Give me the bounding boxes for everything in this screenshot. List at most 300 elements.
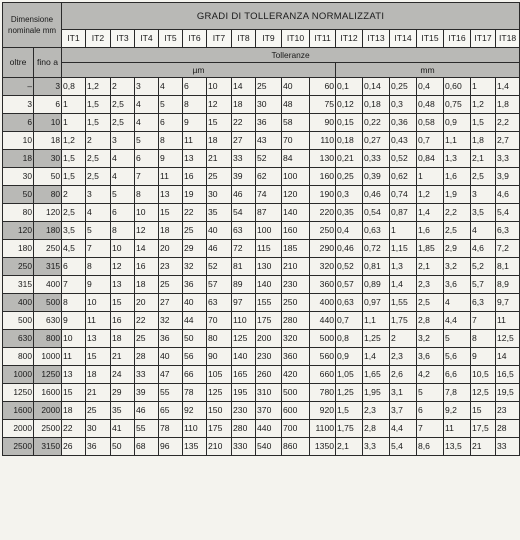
tolerance-value-it15: 2,8: [417, 312, 444, 330]
tolerance-value-it6: 66: [183, 366, 207, 384]
grade-header-it8: IT8: [232, 30, 256, 48]
table-row: [3, 438, 520, 456]
tolerance-value-it16: 13,5: [444, 438, 471, 456]
tolerance-value-it4: 3: [135, 78, 159, 96]
tolerance-value-it2: 21: [86, 384, 111, 402]
tolerance-value-it12: 1,75: [336, 420, 363, 438]
tolerance-value-it14: 0,52: [390, 150, 417, 168]
size-upto-cell: 3150: [34, 438, 62, 456]
tolerance-value-it3: 4: [111, 150, 135, 168]
tolerance-value-it1: 18: [62, 402, 86, 420]
grade-header-it17: IT17: [471, 30, 496, 48]
tolerance-value-it5: 11: [159, 168, 183, 186]
grade-header-it7: IT7: [207, 30, 232, 48]
tolerance-value-it5: 55: [159, 384, 183, 402]
tolerance-value-it9: 140: [256, 276, 282, 294]
tolerance-value-it7: 125: [207, 384, 232, 402]
tolerance-value-it16: 0,75: [444, 96, 471, 114]
tolerance-value-it4: 8: [135, 186, 159, 204]
tolerance-value-it12: 0,8: [336, 330, 363, 348]
tolerance-value-it5: 18: [159, 222, 183, 240]
tolerance-value-it13: 0,89: [363, 276, 390, 294]
tolerance-value-it17: 1,2: [471, 96, 496, 114]
tolerance-value-it6: 22: [183, 204, 207, 222]
tolerance-value-it16: 2,9: [444, 240, 471, 258]
table-row: [3, 276, 520, 294]
tolerance-value-it5: 32: [159, 312, 183, 330]
tolerance-value-it5: 27: [159, 294, 183, 312]
tolerance-value-it15: 2,1: [417, 258, 444, 276]
grade-header-row: [3, 30, 520, 48]
tolerance-value-it18: 6,3: [496, 222, 520, 240]
tolerance-value-it11: 440: [310, 312, 336, 330]
tolerance-value-it6: 25: [183, 222, 207, 240]
tolerances-label: Tolleranze: [62, 48, 520, 63]
tolerance-value-it1: 22: [62, 420, 86, 438]
size-upto-cell: 120: [34, 204, 62, 222]
tolerance-value-it3: 10: [111, 240, 135, 258]
tolerance-value-it9: 230: [256, 348, 282, 366]
tolerance-value-it8: 230: [232, 402, 256, 420]
tolerance-value-it1: 0,8: [62, 78, 86, 96]
tolerance-value-it14: 0,3: [390, 96, 417, 114]
tolerance-value-it16: 1,3: [444, 150, 471, 168]
tolerance-value-it9: 87: [256, 204, 282, 222]
tolerance-value-it17: 7: [471, 312, 496, 330]
tolerance-value-it2: 25: [86, 402, 111, 420]
tolerance-value-it18: 7,2: [496, 240, 520, 258]
size-over-cell: 500: [3, 312, 34, 330]
table-row: [3, 240, 520, 258]
tolerance-value-it16: 5: [444, 330, 471, 348]
tolerance-value-it18: 8,1: [496, 258, 520, 276]
table-row: [3, 96, 520, 114]
tolerance-value-it1: 3,5: [62, 222, 86, 240]
tolerance-value-it9: 370: [256, 402, 282, 420]
tolerance-value-it12: 2,1: [336, 438, 363, 456]
tolerance-value-it10: 600: [282, 402, 310, 420]
tolerance-value-it3: 6: [111, 204, 135, 222]
tolerance-value-it2: 8: [86, 258, 111, 276]
tolerance-value-it8: 97: [232, 294, 256, 312]
tolerance-value-it5: 40: [159, 348, 183, 366]
size-upto-cell: 6: [34, 96, 62, 114]
tolerance-value-it12: 0,9: [336, 348, 363, 366]
tolerance-value-it11: 920: [310, 402, 336, 420]
tolerance-value-it3: 2,5: [111, 114, 135, 132]
tolerance-value-it16: 0,9: [444, 114, 471, 132]
tolerance-value-it18: 5,4: [496, 204, 520, 222]
tolerance-value-it10: 120: [282, 186, 310, 204]
tolerance-value-it7: 175: [207, 420, 232, 438]
grades-title: GRADI DI TOLLERANZA NORMALIZZATI: [62, 3, 520, 30]
tolerance-value-it6: 11: [183, 132, 207, 150]
tolerance-value-it11: 320: [310, 258, 336, 276]
tolerance-value-it6: 36: [183, 276, 207, 294]
tolerance-value-it6: 16: [183, 168, 207, 186]
grade-header-it2: IT2: [86, 30, 111, 48]
tolerance-value-it6: 92: [183, 402, 207, 420]
tolerance-value-it18: 12,5: [496, 330, 520, 348]
table-row: [3, 420, 520, 438]
tolerance-value-it7: 30: [207, 186, 232, 204]
tolerance-value-it16: 9,2: [444, 402, 471, 420]
size-over-cell: 400: [3, 294, 34, 312]
tolerance-value-it14: 4,4: [390, 420, 417, 438]
tolerance-value-it2: 4: [86, 204, 111, 222]
tolerance-value-it13: 2,3: [363, 402, 390, 420]
tolerance-value-it1: 13: [62, 366, 86, 384]
tolerance-value-it11: 75: [310, 96, 336, 114]
tolerance-value-it4: 4: [135, 96, 159, 114]
tolerance-value-it17: 9: [471, 348, 496, 366]
tolerance-value-it15: 0,84: [417, 150, 444, 168]
size-over-cell: 18: [3, 150, 34, 168]
tolerance-value-it4: 10: [135, 204, 159, 222]
tolerance-value-it9: 130: [256, 258, 282, 276]
tolerance-value-it17: 2,5: [471, 168, 496, 186]
grade-header-it14: IT14: [390, 30, 417, 48]
table-row: [3, 168, 520, 186]
table-row: [3, 132, 520, 150]
tolerance-value-it3: 35: [111, 402, 135, 420]
tolerance-value-it17: 5,7: [471, 276, 496, 294]
size-over-cell: 180: [3, 240, 34, 258]
dimension-title: Dimensione nominale mm: [3, 3, 62, 48]
tolerance-value-it13: 0,14: [363, 78, 390, 96]
tolerance-value-it14: 0,62: [390, 168, 417, 186]
tolerance-value-it1: 2,5: [62, 204, 86, 222]
tolerance-value-it11: 1350: [310, 438, 336, 456]
table-row: [3, 186, 520, 204]
table-row: [3, 204, 520, 222]
tolerance-value-it10: 700: [282, 420, 310, 438]
size-upto-cell: 630: [34, 312, 62, 330]
tolerance-value-it7: 15: [207, 114, 232, 132]
tolerance-value-it15: 8,6: [417, 438, 444, 456]
unit-micrometre: µm: [62, 63, 336, 78]
tolerance-value-it15: 3,6: [417, 348, 444, 366]
tolerance-value-it17: 8: [471, 330, 496, 348]
tolerance-value-it3: 2: [111, 78, 135, 96]
tolerance-value-it5: 6: [159, 114, 183, 132]
size-over-cell: 50: [3, 186, 34, 204]
tolerance-value-it9: 36: [256, 114, 282, 132]
tolerance-value-it12: 0,7: [336, 312, 363, 330]
table-row: [3, 348, 520, 366]
tolerance-value-it6: 110: [183, 420, 207, 438]
tolerance-value-it14: 5,4: [390, 438, 417, 456]
size-over-cell: 1000: [3, 366, 34, 384]
tolerance-value-it11: 400: [310, 294, 336, 312]
tolerance-value-it11: 220: [310, 204, 336, 222]
tolerance-value-it15: 0,4: [417, 78, 444, 96]
tolerance-value-it2: 3: [86, 186, 111, 204]
tolerance-value-it18: 16,5: [496, 366, 520, 384]
tolerance-value-it18: 2,7: [496, 132, 520, 150]
tolerance-value-it8: 330: [232, 438, 256, 456]
tolerance-value-it13: 2,8: [363, 420, 390, 438]
tolerance-value-it13: 0,18: [363, 96, 390, 114]
tolerance-value-it6: 32: [183, 258, 207, 276]
tolerance-value-it1: 26: [62, 438, 86, 456]
tolerance-value-it12: 0,18: [336, 132, 363, 150]
tolerance-value-it10: 210: [282, 258, 310, 276]
tolerance-value-it7: 52: [207, 258, 232, 276]
tolerance-value-it17: 4: [471, 222, 496, 240]
tolerance-value-it10: 140: [282, 204, 310, 222]
size-upto-cell: 3: [34, 78, 62, 96]
tolerance-value-it6: 135: [183, 438, 207, 456]
tolerance-value-it4: 6: [135, 150, 159, 168]
tolerance-value-it4: 68: [135, 438, 159, 456]
tolerance-value-it2: 1,5: [86, 114, 111, 132]
tolerance-value-it4: 25: [135, 330, 159, 348]
tolerance-value-it12: 0,3: [336, 186, 363, 204]
tolerance-value-it12: 1,25: [336, 384, 363, 402]
tolerance-value-it13: 1,95: [363, 384, 390, 402]
tolerance-value-it8: 195: [232, 384, 256, 402]
tolerance-value-it1: 10: [62, 330, 86, 348]
tolerance-value-it4: 12: [135, 222, 159, 240]
tolerance-value-it2: 2,5: [86, 150, 111, 168]
tolerance-value-it18: 19,5: [496, 384, 520, 402]
size-upto-cell: 250: [34, 240, 62, 258]
tolerance-value-it9: 43: [256, 132, 282, 150]
tolerance-value-it5: 96: [159, 438, 183, 456]
tolerance-value-it8: 18: [232, 96, 256, 114]
tolerance-value-it8: 81: [232, 258, 256, 276]
tolerance-value-it7: 18: [207, 132, 232, 150]
tolerance-value-it8: 54: [232, 204, 256, 222]
tolerance-value-it2: 36: [86, 438, 111, 456]
tolerance-value-it8: 14: [232, 78, 256, 96]
tolerance-value-it4: 33: [135, 366, 159, 384]
tolerance-value-it5: 78: [159, 420, 183, 438]
tolerance-value-it15: 0,7: [417, 132, 444, 150]
tolerance-value-it17: 17,5: [471, 420, 496, 438]
tolerance-value-it5: 9: [159, 150, 183, 168]
tolerance-value-it6: 78: [183, 384, 207, 402]
tolerance-value-it15: 7: [417, 420, 444, 438]
tolerance-value-it10: 84: [282, 150, 310, 168]
table-row: [3, 150, 520, 168]
tolerance-value-it16: 3,2: [444, 258, 471, 276]
tolerance-value-it8: 33: [232, 150, 256, 168]
size-over-cell: 80: [3, 204, 34, 222]
tolerance-value-it16: 1,1: [444, 132, 471, 150]
tolerance-value-it6: 56: [183, 348, 207, 366]
grade-header-it5: IT5: [159, 30, 183, 48]
table-row: [3, 312, 520, 330]
tolerance-value-it16: 4,4: [444, 312, 471, 330]
tolerance-value-it8: 46: [232, 186, 256, 204]
tolerance-value-it2: 18: [86, 366, 111, 384]
size-upto-cell: 2000: [34, 402, 62, 420]
tolerance-value-it7: 40: [207, 222, 232, 240]
tolerance-value-it4: 18: [135, 276, 159, 294]
tolerance-value-it14: 0,87: [390, 204, 417, 222]
tolerance-value-it1: 1: [62, 96, 86, 114]
tolerance-value-it15: 3,2: [417, 330, 444, 348]
col-over-header: oltre: [3, 48, 34, 78]
tolerance-value-it9: 200: [256, 330, 282, 348]
tolerance-value-it4: 28: [135, 348, 159, 366]
tolerance-value-it2: 30: [86, 420, 111, 438]
tolerance-value-it14: 0,43: [390, 132, 417, 150]
tolerance-value-it2: 7: [86, 240, 111, 258]
tolerance-value-it14: 2,6: [390, 366, 417, 384]
tolerance-value-it7: 25: [207, 168, 232, 186]
tolerance-value-it1: 1: [62, 114, 86, 132]
tolerance-value-it5: 15: [159, 204, 183, 222]
tolerance-value-it6: 50: [183, 330, 207, 348]
tolerance-value-it18: 9,7: [496, 294, 520, 312]
tolerance-value-it4: 22: [135, 312, 159, 330]
tolerance-value-it8: 280: [232, 420, 256, 438]
unit-millimetre: mm: [336, 63, 520, 78]
tolerance-value-it13: 0,54: [363, 204, 390, 222]
tolerance-value-it1: 1,2: [62, 132, 86, 150]
grade-header-it1: IT1: [62, 30, 86, 48]
tolerance-value-it16: 3,6: [444, 276, 471, 294]
size-upto-cell: 10: [34, 114, 62, 132]
tolerance-value-it13: 0,72: [363, 240, 390, 258]
tolerance-value-it12: 0,46: [336, 240, 363, 258]
tolerance-value-it17: 3,5: [471, 204, 496, 222]
tolerance-value-it17: 3: [471, 186, 496, 204]
tolerance-value-it12: 1,5: [336, 402, 363, 420]
size-over-cell: 6: [3, 114, 34, 132]
tolerance-value-it12: 0,4: [336, 222, 363, 240]
tolerance-value-it3: 24: [111, 366, 135, 384]
tolerance-value-it14: 1: [390, 222, 417, 240]
tolerance-value-it5: 65: [159, 402, 183, 420]
size-upto-cell: 30: [34, 150, 62, 168]
tolerance-value-it10: 48: [282, 96, 310, 114]
tolerance-value-it11: 160: [310, 168, 336, 186]
grade-header-it12: IT12: [336, 30, 363, 48]
tolerance-value-it18: 14: [496, 348, 520, 366]
tolerance-value-it13: 3,3: [363, 438, 390, 456]
col-upto-header: fino a: [34, 48, 62, 78]
tolerance-value-it17: 1: [471, 78, 496, 96]
tolerance-value-it4: 46: [135, 402, 159, 420]
size-over-cell: 630: [3, 330, 34, 348]
grade-header-it9: IT9: [256, 30, 282, 48]
tolerance-value-it14: 0,25: [390, 78, 417, 96]
tolerance-value-it16: 1,9: [444, 186, 471, 204]
size-upto-cell: 50: [34, 168, 62, 186]
tolerance-value-it5: 47: [159, 366, 183, 384]
tolerance-value-it10: 70: [282, 132, 310, 150]
tolerance-value-it10: 420: [282, 366, 310, 384]
tolerance-value-it10: 58: [282, 114, 310, 132]
tolerance-value-it3: 50: [111, 438, 135, 456]
tolerance-value-it10: 320: [282, 330, 310, 348]
tolerance-value-it1: 6: [62, 258, 86, 276]
tolerance-value-it11: 660: [310, 366, 336, 384]
tolerance-value-it7: 105: [207, 366, 232, 384]
tolerance-value-it12: 0,35: [336, 204, 363, 222]
tolerance-value-it16: 6,6: [444, 366, 471, 384]
size-upto-cell: 500: [34, 294, 62, 312]
size-over-cell: 3: [3, 96, 34, 114]
tolerance-value-it9: 62: [256, 168, 282, 186]
tolerance-value-it16: 5,6: [444, 348, 471, 366]
tolerance-value-it10: 230: [282, 276, 310, 294]
tolerance-value-it8: 110: [232, 312, 256, 330]
tolerance-value-it6: 19: [183, 186, 207, 204]
tolerance-value-it2: 2,5: [86, 168, 111, 186]
tolerance-value-it14: 2,3: [390, 348, 417, 366]
tolerance-value-it7: 150: [207, 402, 232, 420]
tolerance-value-it13: 0,27: [363, 132, 390, 150]
grade-header-it4: IT4: [135, 30, 159, 48]
tolerance-value-it9: 30: [256, 96, 282, 114]
size-over-cell: 30: [3, 168, 34, 186]
tolerance-value-it5: 20: [159, 240, 183, 258]
size-upto-cell: 400: [34, 276, 62, 294]
table-row: [3, 78, 520, 96]
tolerance-value-it10: 360: [282, 348, 310, 366]
table-row: [3, 222, 520, 240]
tolerance-value-it1: 4,5: [62, 240, 86, 258]
tolerance-value-it7: 210: [207, 438, 232, 456]
tolerance-value-it18: 4,6: [496, 186, 520, 204]
tolerance-value-it3: 21: [111, 348, 135, 366]
tolerance-value-it7: 12: [207, 96, 232, 114]
tolerance-value-it8: 63: [232, 222, 256, 240]
tolerance-table-page: [2, 2, 517, 536]
size-over-cell: 1250: [3, 384, 34, 402]
tolerance-value-it17: 12,5: [471, 384, 496, 402]
tolerance-value-it1: 7: [62, 276, 86, 294]
tolerance-value-it7: 10: [207, 78, 232, 96]
tolerance-value-it5: 5: [159, 96, 183, 114]
tolerance-value-it9: 100: [256, 222, 282, 240]
tolerance-value-it15: 4,2: [417, 366, 444, 384]
tolerance-value-it11: 1100: [310, 420, 336, 438]
tolerance-value-it13: 1,25: [363, 330, 390, 348]
tolerance-value-it3: 4: [111, 168, 135, 186]
tolerance-value-it17: 2,1: [471, 150, 496, 168]
tolerance-value-it18: 28: [496, 420, 520, 438]
tolerance-value-it15: 1,6: [417, 222, 444, 240]
tolerance-value-it16: 2,2: [444, 204, 471, 222]
tolerance-value-it16: 11: [444, 420, 471, 438]
tolerance-value-it10: 250: [282, 294, 310, 312]
tolerance-value-it11: 60: [310, 78, 336, 96]
tolerance-table-body: [3, 78, 520, 456]
tolerance-value-it2: 10: [86, 294, 111, 312]
tolerance-value-it8: 27: [232, 132, 256, 150]
tolerance-value-it9: 310: [256, 384, 282, 402]
tolerance-value-it3: 12: [111, 258, 135, 276]
tolerance-value-it2: 13: [86, 330, 111, 348]
tolerance-value-it7: 57: [207, 276, 232, 294]
tolerance-value-it9: 74: [256, 186, 282, 204]
tolerance-value-it5: 4: [159, 78, 183, 96]
size-over-cell: 250: [3, 258, 34, 276]
tolerance-value-it7: 35: [207, 204, 232, 222]
tolerance-value-it18: 2,2: [496, 114, 520, 132]
tolerance-value-it1: 9: [62, 312, 86, 330]
tolerance-value-it13: 0,97: [363, 294, 390, 312]
tolerance-value-it4: 5: [135, 132, 159, 150]
tolerance-value-it8: 140: [232, 348, 256, 366]
tolerance-value-it11: 780: [310, 384, 336, 402]
